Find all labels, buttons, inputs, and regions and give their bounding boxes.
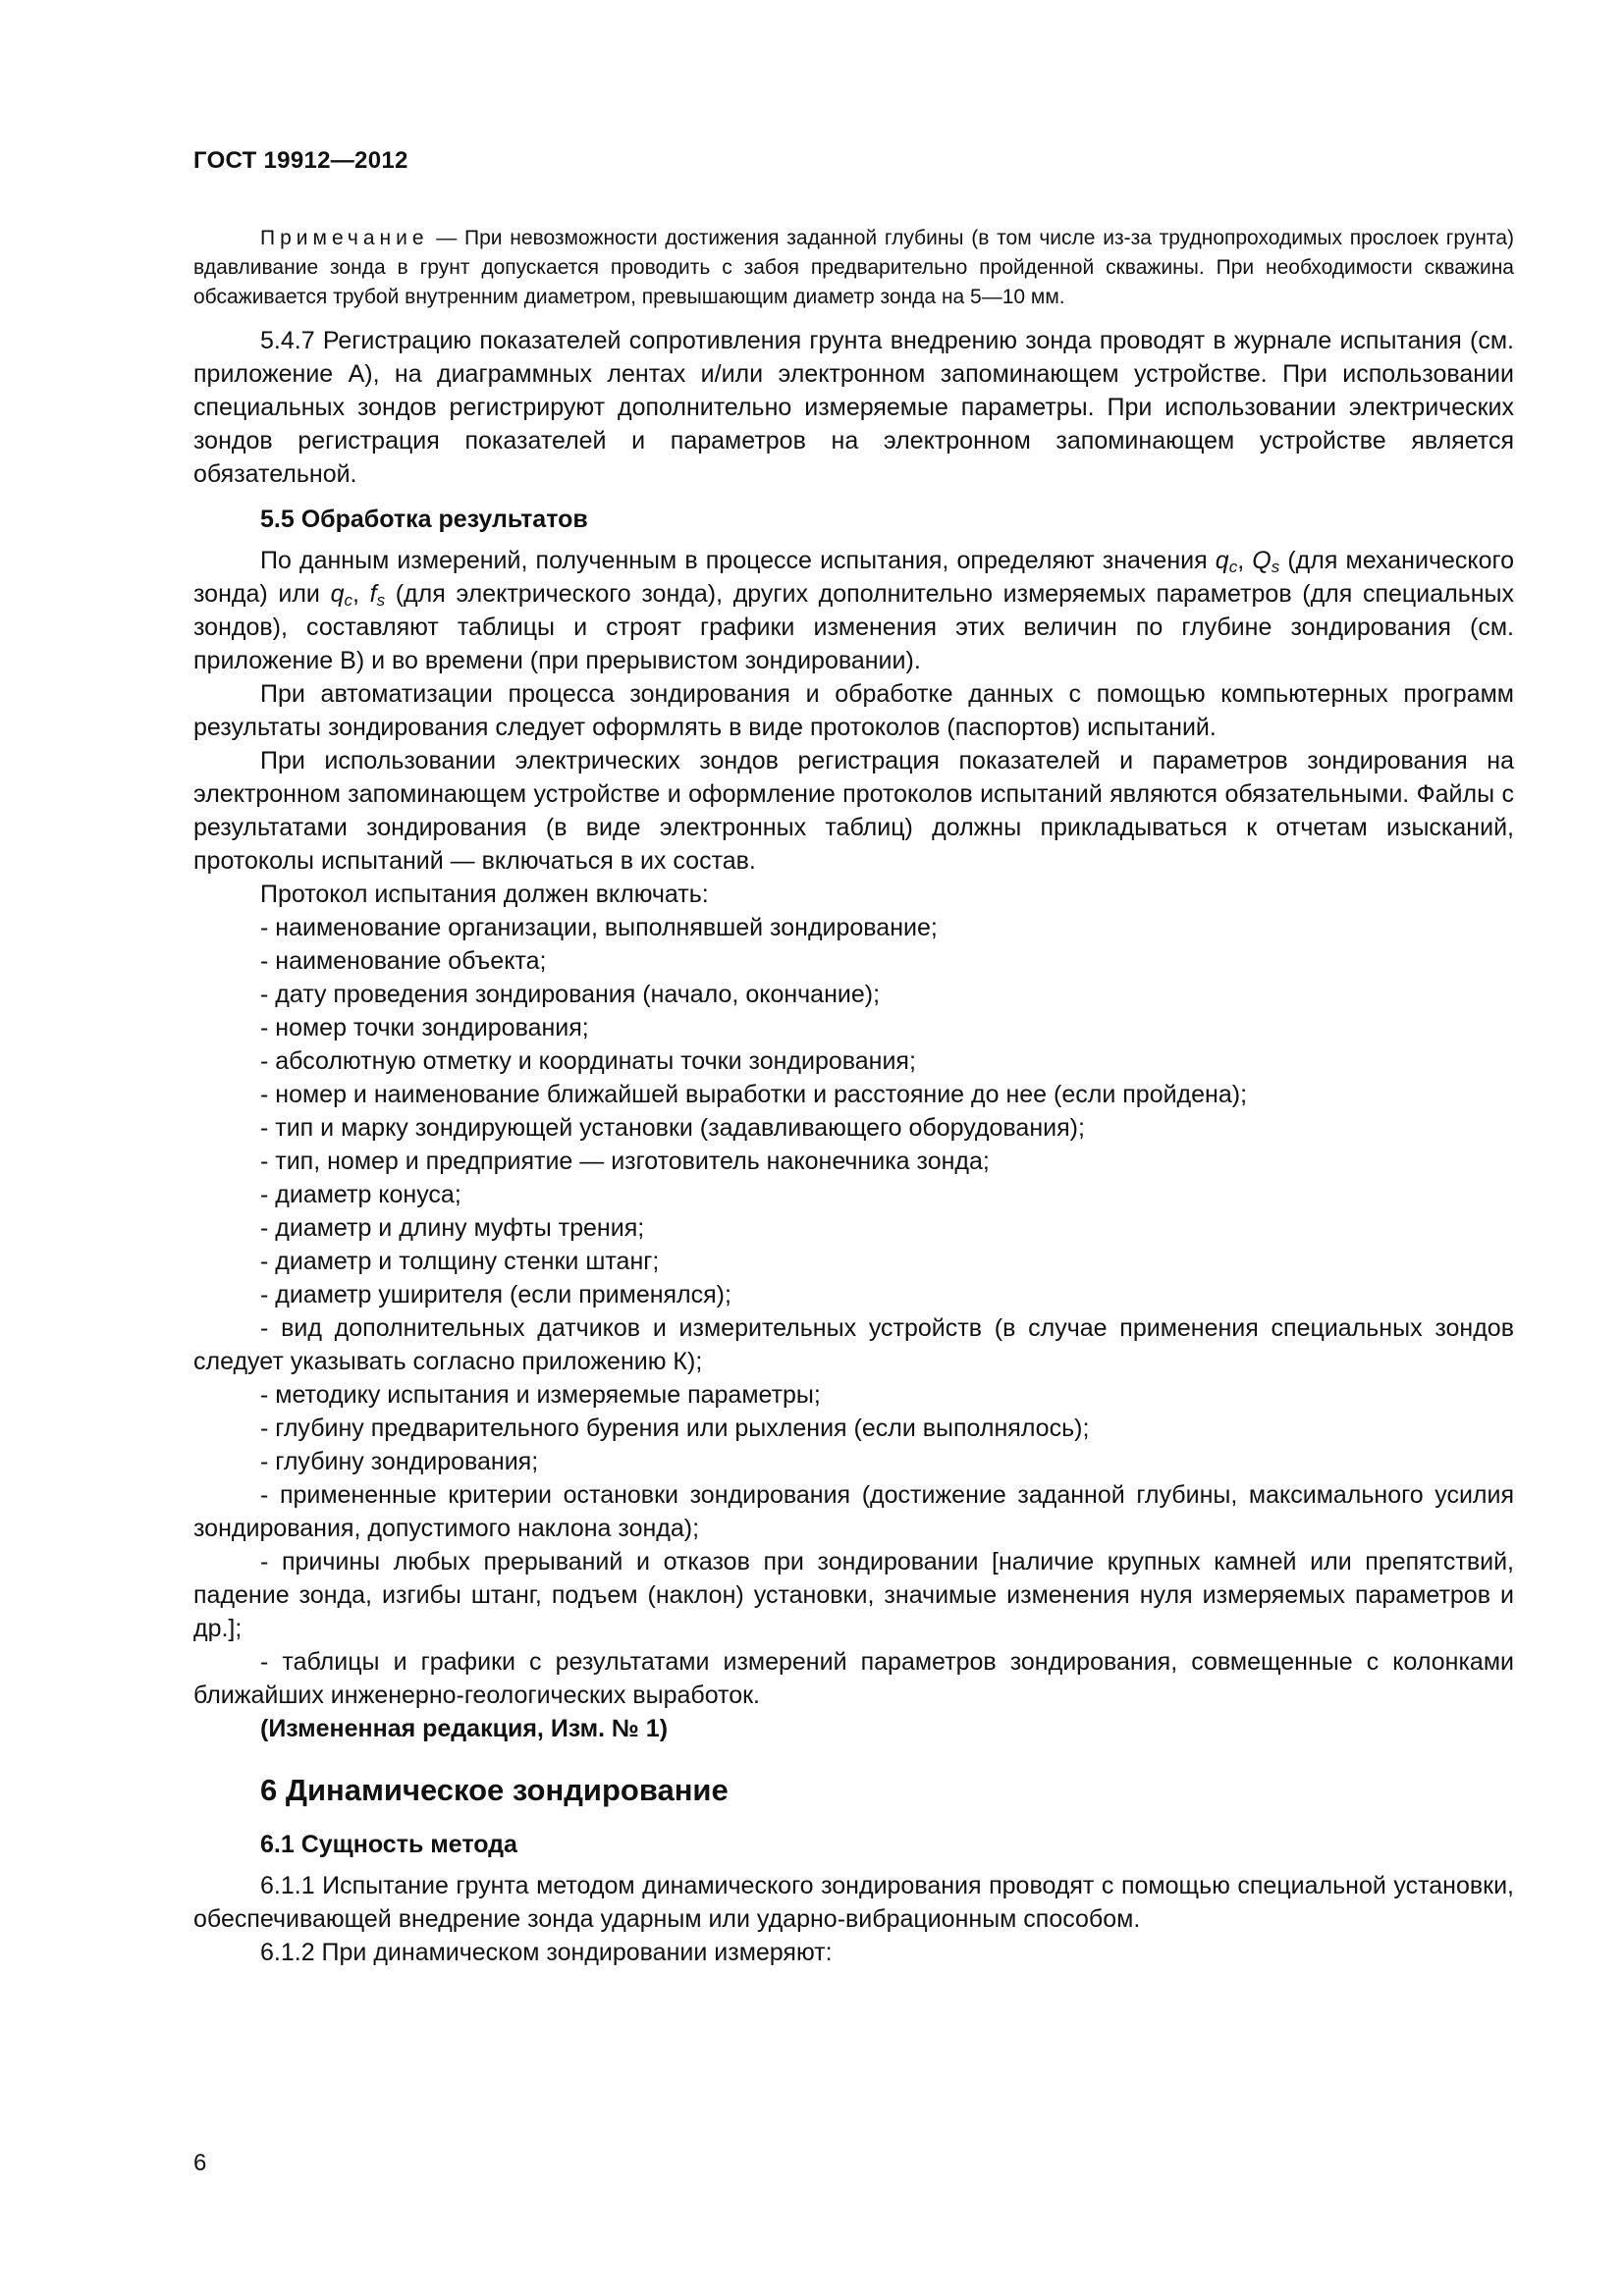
section-6-1-title: 6.1 Сущность метода <box>260 1831 517 1858</box>
document-header: ГОСТ 19912—2012 <box>193 147 408 174</box>
list-item: - диаметр конуса; <box>260 1181 461 1208</box>
list-item: - номер точки зондирования; <box>260 1014 589 1041</box>
list-item: - глубину предварительного бурения или рыхления (если выполнялось); <box>260 1415 1090 1442</box>
list-item: - методику испытания и измеряемые параметры; <box>260 1381 821 1409</box>
list-item: - тип и марку зондирующей установки (задавливающего оборудования); <box>260 1114 1085 1142</box>
list-item: - диаметр и длину муфты трения; <box>260 1214 645 1242</box>
amendment-note: (Измененная редакция, Изм. № 1) <box>260 1715 669 1742</box>
paragraph-5-5-4: Протокол испытания должен включать: <box>260 881 709 908</box>
note-paragraph <box>193 224 1514 312</box>
list-item: - примененные критерии остановки зондирования (достижение заданной глубины, максимального усилия зондирования, допустимого наклона зонда); <box>193 1481 1514 1542</box>
list-item: - тип, номер и предприятие — изготовитель наконечника зонда; <box>260 1148 990 1175</box>
paragraph-6-1-2: 6.1.2 При динамическом зондировании измеряют: <box>260 1939 833 1966</box>
list-item: - номер и наименование ближайшей выработки и расстояние до нее (если пройдена); <box>260 1081 1248 1108</box>
list-item: - причины любых прерываний и отказов при зондировании [наличие крупных камней или препятствий, падение зонда, изгибы штанг, подъем (наклон) установки, значимые изменения нуля измеряемых параметров и др.]; <box>193 1548 1514 1642</box>
list-item: - таблицы и графики с результатами измерений параметров зондирования, совмещенные с колонками ближайших инженерно-геологических выработок. <box>193 1648 1514 1709</box>
list-item: - диаметр уширителя (если применялся); <box>260 1281 731 1308</box>
section-5-5-title: 5.5 Обработка результатов <box>260 506 588 533</box>
paragraph-6-1-1: 6.1.1 Испытание грунта методом динамического зондирования проводят с помощью специальной установки, обеспечивающей внедрение зонда ударным или ударно-вибрационным способом. <box>193 1872 1514 1933</box>
list-item: - вид дополнительных датчиков и измерительных устройств (в случае применения специальных зондов следует указывать согласно приложению К); <box>193 1314 1514 1375</box>
list-item: - глубину зондирования; <box>260 1448 539 1475</box>
protocol-list <box>193 911 1514 1712</box>
paragraph-5-5-3: При использовании электрических зондов регистрация показателей и параметров зондирования на электронном запоминающем устройстве и оформление протоколов испытаний являются обязательными. Файлы с результатами зондирования (в виде электронных таблиц) должны прикладываться к отчетам изысканий, протоколы испытаний — включаться в их состав. <box>193 747 1514 875</box>
list-item: - наименование объекта; <box>260 947 547 975</box>
page-number: 6 <box>193 2150 207 2176</box>
document-body <box>193 224 1514 1969</box>
note-text: — При невозможности достижения заданной глубины (в том числе из-за труднопроходимых прослоек грунта) вдавливание зонда в грунт допускается проводить с забоя предварительно пройденной скважины. При необходимости скважина обсаживается трубой внутренним диаметром, превышающим диаметр зонда на 5—10 мм. <box>193 227 1514 308</box>
list-item: - дату проведения зондирования (начало, окончание); <box>260 981 881 1008</box>
paragraph-5-5-2: При автоматизации процесса зондирования и обработке данных с помощью компьютерных программ результаты зондирования следует оформлять в виде протоколов (паспортов) испытаний. <box>193 680 1514 741</box>
list-item: - абсолютную отметку и координаты точки зондирования; <box>260 1047 916 1075</box>
paragraph-5-5-1: По данным измерений, полученным в процессе испытания, определяют значения $q_c$, $Q_s$ (для механического зонда) или $q_c$, $f_s$ (для электрического зонда), других дополнительно измеряемых параметров (для специальных зондов), составляют таблицы и строят графики изменения этих величин по глубине зондирования (см. приложение В) и во времени (при прерывистом зондировании). <box>193 547 1514 674</box>
note-label: Примечание <box>260 227 429 249</box>
list-item: - диаметр и толщину стенки штанг; <box>260 1248 660 1275</box>
paragraph-5-4-7: 5.4.7 Регистрацию показателей сопротивления грунта внедрению зонда проводят в журнале испытания (см. приложение А), на диаграммных лентах и/или электронном запоминающем устройстве. При использовании специальных зондов регистрируют дополнительно измеряемые параметры. При использовании электрических зондов регистрация показателей и параметров на электронном запоминающем устройстве является обязательной. <box>193 327 1514 488</box>
section-6-title: 6 Динамическое зондирование <box>260 1773 729 1807</box>
list-item: - наименование организации, выполнявшей зондирование; <box>260 914 938 941</box>
